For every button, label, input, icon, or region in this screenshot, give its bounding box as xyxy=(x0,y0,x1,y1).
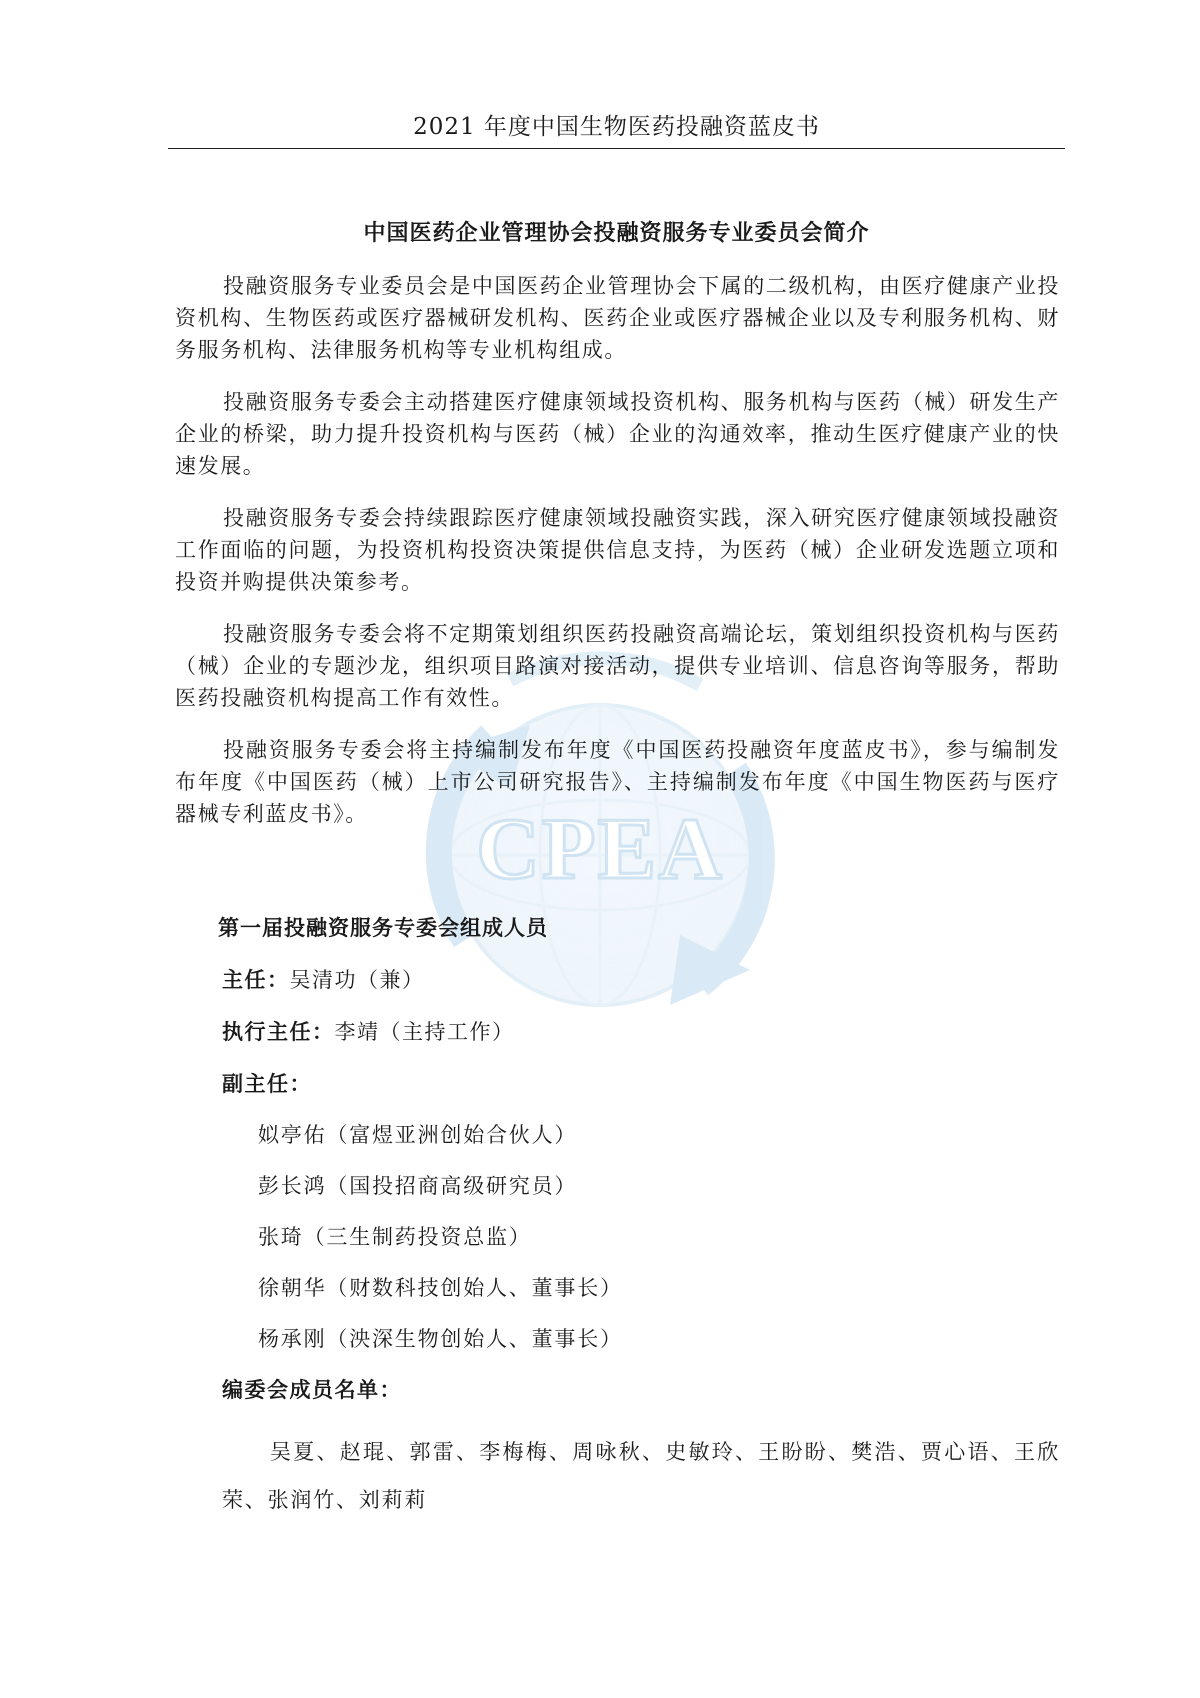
intro-paragraph-5: 投融资服务专委会将主持编制发布年度《中国医药投融资年度蓝皮书》，参与编制发布年度《中国医药（械）上市公司研究报告》、主持编制发布年度《中国生物医药与医疗器械专利蓝皮书》。 xyxy=(175,738,1060,826)
vice-director-item: 姒亭佑（富煜亚洲创始合伙人） xyxy=(258,1123,578,1147)
running-header: 2021 年度中国生物医药投融资蓝皮书 xyxy=(168,112,1065,149)
watermark-text: CPEA xyxy=(476,801,724,898)
editorial-board-label: 编委会成员名单： xyxy=(222,1377,402,1402)
vice-director-item: 张琦（三生制药投资总监） xyxy=(258,1225,532,1249)
vice-director-label: 副主任： xyxy=(222,1071,312,1096)
editorial-board-members: 吴夏、赵琨、郭雷、李梅梅、周咏秋、史敏玲、王盼盼、樊浩、贾心语、王欣荣、张润竹、刘莉莉 xyxy=(222,1440,1060,1512)
executive-director-name: 李靖（主持工作） xyxy=(334,1020,515,1044)
director-label: 主任： xyxy=(222,967,290,992)
executive-director-label: 执行主任： xyxy=(222,1019,335,1044)
director-name: 吴清功（兼） xyxy=(289,968,425,992)
vice-director-item: 彭长鸿（国投招商高级研究员） xyxy=(258,1174,578,1198)
director-line xyxy=(222,964,425,994)
intro-paragraph-1: 投融资服务专业委员会是中国医药企业管理协会下属的二级机构，由医疗健康产业投资机构、生物医药或医疗器械研发机构、医药企业或医疗器械企业以及专利服务机构、财务服务机构、法律服务机构等专业机构组成。 xyxy=(175,274,1060,362)
intro-paragraph-3: 投融资服务专委会持续跟踪医疗健康领域投融资实践，深入研究医疗健康领域投融资工作面临的问题，为投资机构投资决策提供信息支持，为医药（械）企业研发选题立项和投资并购提供决策参考。 xyxy=(175,506,1060,594)
executive-director-line xyxy=(222,1016,515,1046)
vice-director-item: 杨承刚（泱深生物创始人、董事长） xyxy=(258,1327,623,1351)
committee-section-title: 第一届投融资服务专委会组成人员 xyxy=(218,915,548,940)
page-title: 中国医药企业管理协会投融资服务专业委员会简介 xyxy=(363,220,870,246)
vice-director-item: 徐朝华（财数科技创始人、董事长） xyxy=(258,1276,623,1300)
intro-paragraph-2: 投融资服务专委会主动搭建医疗健康领域投资机构、服务机构与医药（械）研发生产企业的桥梁，助力提升投资机构与医药（械）企业的沟通效率，推动生医疗健康产业的快速发展。 xyxy=(175,390,1060,478)
intro-section xyxy=(175,270,1060,850)
intro-paragraph-4: 投融资服务专委会将不定期策划组织医药投融资高端论坛，策划组织投资机构与医药（械）企业的专题沙龙，组织项目路演对接活动，提供专业培训、信息咨询等服务，帮助医药投融资机构提高工作有效性。 xyxy=(175,622,1060,710)
